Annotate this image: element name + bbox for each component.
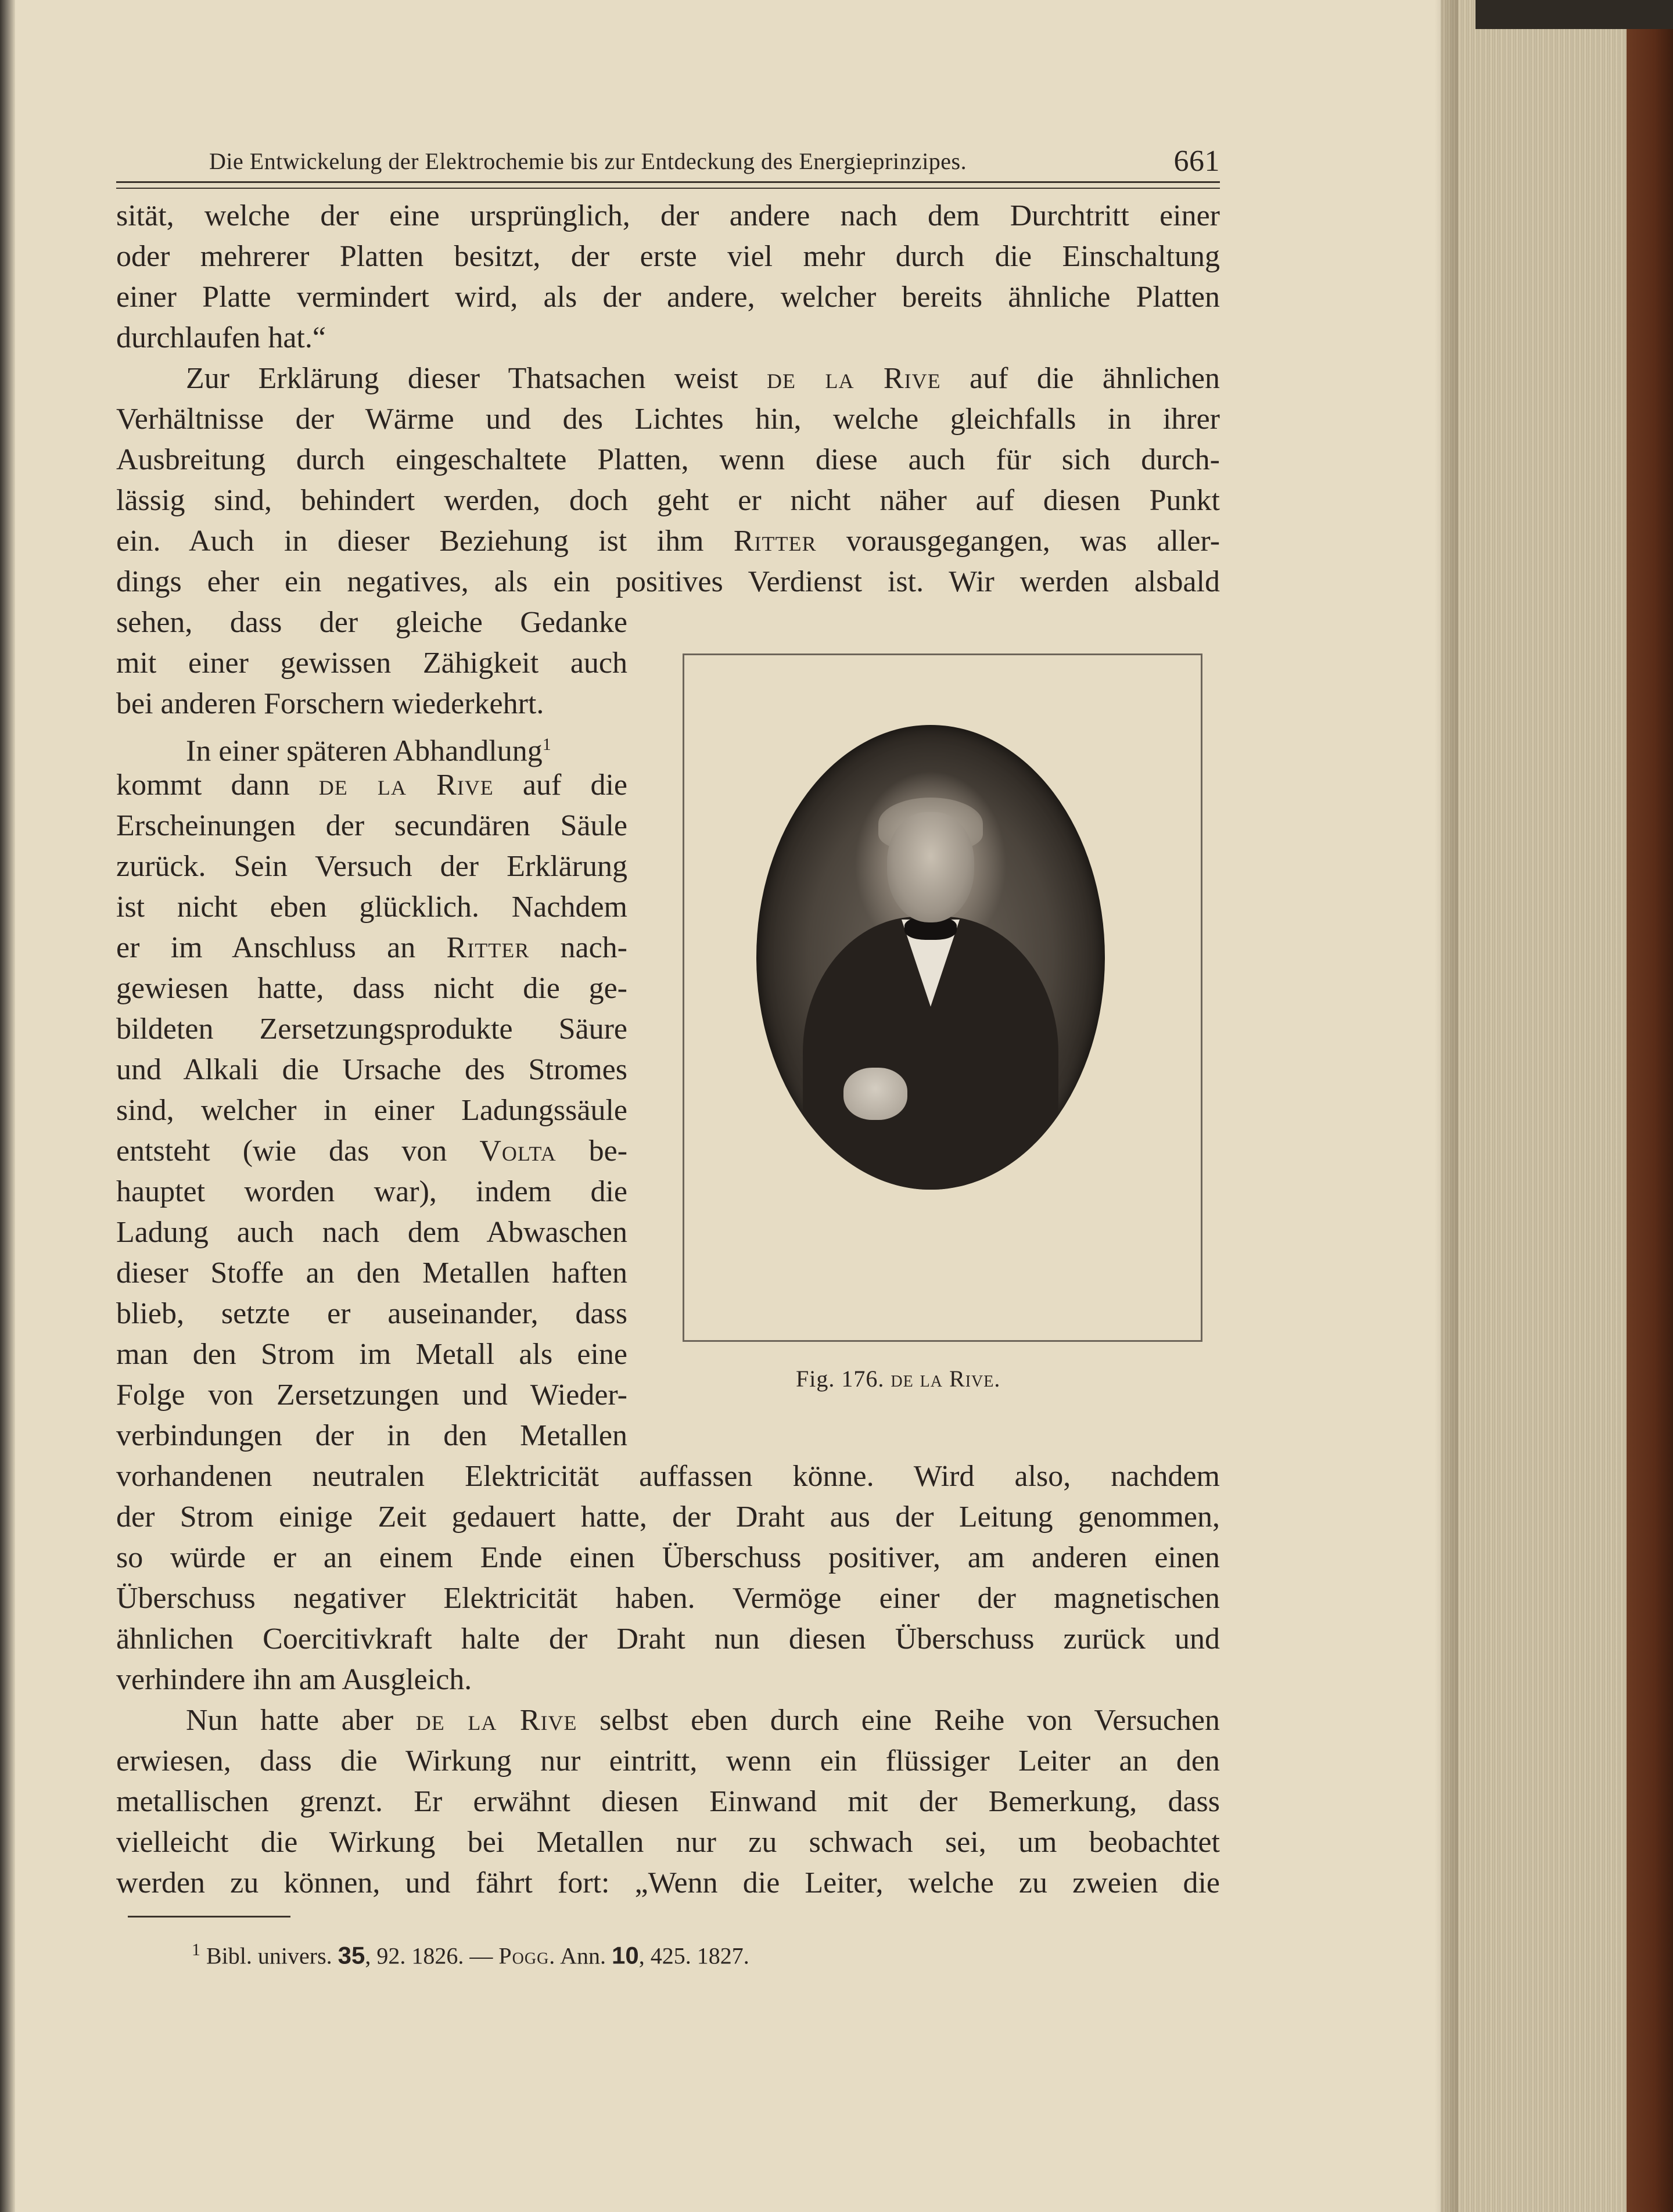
text-line: werden zu können, und fährt fort: „Wenn die Leiter, welche zu zweien die — [116, 1866, 1220, 1899]
text-line: verbindungen der in den Metallen — [116, 1419, 627, 1452]
page-gutter-shadow — [0, 0, 15, 2212]
text-line: kommt dann de la Rive auf die — [116, 769, 628, 802]
text-line: Folge von Zersetzungen und Wieder- — [116, 1378, 627, 1412]
person-name: Ritter — [446, 931, 530, 964]
person-name: de la Rive — [767, 362, 941, 395]
text-line: Ladung auch nach dem Abwaschen — [116, 1216, 627, 1249]
footnote-rule — [128, 1916, 290, 1917]
text-line: Ausbreitung durch eingeschaltete Platten, wenn diese auch für sich durch- — [116, 443, 1220, 476]
text-line: Verhältnisse der Wärme und des Lichtes hin, welche gleichfalls in ihrer — [116, 403, 1220, 436]
text-line: oder mehrerer Platten besitzt, der erste viel mehr durch die Einschaltung — [116, 240, 1220, 273]
volume-number: 35 — [338, 1941, 365, 1969]
text-line: gewiesen hatte, dass nicht die ge- — [116, 972, 627, 1005]
text-line: verhindere ihn am Ausgleich. — [116, 1663, 472, 1696]
text-line: vorhandenen neutralen Elektricität auffassen könne. Wird also, nachdem — [116, 1460, 1220, 1493]
text-line: sität, welche der eine ursprünglich, der andere nach dem Durchtritt einer — [116, 199, 1220, 232]
text-line: mit einer gewissen Zähigkeit auch — [116, 647, 627, 680]
caption-number: Fig. 176. — [796, 1366, 885, 1392]
person-name: de la Rive — [415, 1704, 577, 1737]
text-line: blieb, setzte er auseinander, dass — [116, 1297, 627, 1330]
portrait-hand — [843, 1068, 907, 1120]
book-cover-edge — [1627, 0, 1673, 2212]
page-number: 661 — [1173, 145, 1220, 178]
caption-name: de la Rive. — [891, 1366, 1001, 1392]
portrait-head — [887, 812, 974, 922]
text-line: lässig sind, behindert werden, doch geht er nicht näher auf diesen Punkt — [116, 484, 1220, 517]
running-title: Die Entwickelung der Elektrochemie bis zur Entdeckung des Energieprinzipes. — [209, 148, 967, 174]
text-line: dieser Stoffe an den Metallen haften — [116, 1256, 627, 1290]
text-line: bei anderen Forschern wiederkehrt. — [116, 687, 544, 720]
volume-number: 10 — [612, 1941, 639, 1969]
text-line: zurück. Sein Versuch der Erklärung — [116, 850, 627, 883]
person-name: Volta — [479, 1134, 557, 1168]
journal-name: Pogg. — [498, 1942, 556, 1969]
person-name: Ritter — [733, 525, 817, 558]
text-line: Nun hatte aber de la Rive selbst eben durch eine Reihe von Versuchen — [186, 1704, 1220, 1737]
portrait-image — [756, 725, 1105, 1190]
text-line: metallischen grenzt. Er erwähnt diesen Einwand mit der Bemerkung, dass — [116, 1785, 1220, 1818]
figure-caption — [796, 1365, 1144, 1400]
text-line: Zur Erklärung dieser Thatsachen weist de la Rive auf die ähnlichen — [186, 362, 1220, 395]
text-line: man den Strom im Metall als eine — [116, 1338, 627, 1371]
text-line: dings eher ein negatives, als ein positives Verdienst ist. Wir werden alsbald — [116, 565, 1220, 598]
text-line: und Alkali die Ursache des Stromes — [116, 1053, 627, 1086]
header-rule — [116, 181, 1220, 189]
book-cover-top — [1475, 0, 1673, 29]
footnote-marker: 1 — [192, 1940, 200, 1959]
page-edge-shadow — [1435, 0, 1458, 2212]
text-line: sehen, dass der gleiche Gedanke — [116, 606, 627, 639]
text-line: durchlaufen hat.“ — [116, 321, 326, 354]
text-line: vielleicht die Wirkung bei Metallen nur zu schwach sei, um beobachtet — [116, 1826, 1220, 1859]
text-line: ist nicht eben glücklich. Nachdem — [116, 890, 627, 924]
text-line: entsteht (wie das von Volta be- — [116, 1134, 628, 1168]
text-line: In einer späteren Abhandlung$^1$ — [186, 734, 551, 768]
text-line: Überschuss negativer Elektricität haben. Vermöge einer der magnetischen — [116, 1582, 1220, 1615]
text-line: er im Anschluss an Ritter nach- — [116, 931, 627, 964]
text-line: sind, welcher in einer Ladungssäule — [116, 1094, 627, 1127]
text-line: bildeten Zersetzungsprodukte Säure — [116, 1012, 627, 1046]
text-line: ein. Auch in dieser Beziehung ist ihm Ritter vorausgegangen, was aller- — [116, 525, 1220, 558]
running-head — [209, 144, 1220, 179]
person-name: de la Rive — [318, 769, 494, 802]
text-line: so würde er an einem Ende einen Überschuss positiver, am anderen einen — [116, 1541, 1220, 1574]
text-line: erwiesen, dass die Wirkung nur eintritt, wenn ein flüssiger Leiter an den — [116, 1744, 1220, 1778]
text-line: der Strom einige Zeit gedauert hatte, der Draht aus der Leitung genommen, — [116, 1500, 1220, 1534]
text-line: hauptet worden war), indem die — [116, 1175, 627, 1208]
footnote-ref: 1 — [542, 735, 551, 754]
text-line: Erscheinungen der secundären Säule — [116, 809, 627, 842]
text-line: ähnlichen Coercitivkraft halte der Draht nun diesen Überschuss zurück und — [116, 1622, 1220, 1656]
footnote: $^1$ Bibl. univers. 35, 92. 1826. — Pogg. Ann. 10, 425. 1827. — [192, 1940, 749, 1969]
text-line: einer Platte vermindert wird, als der andere, welcher bereits ähnliche Platten — [116, 281, 1220, 314]
